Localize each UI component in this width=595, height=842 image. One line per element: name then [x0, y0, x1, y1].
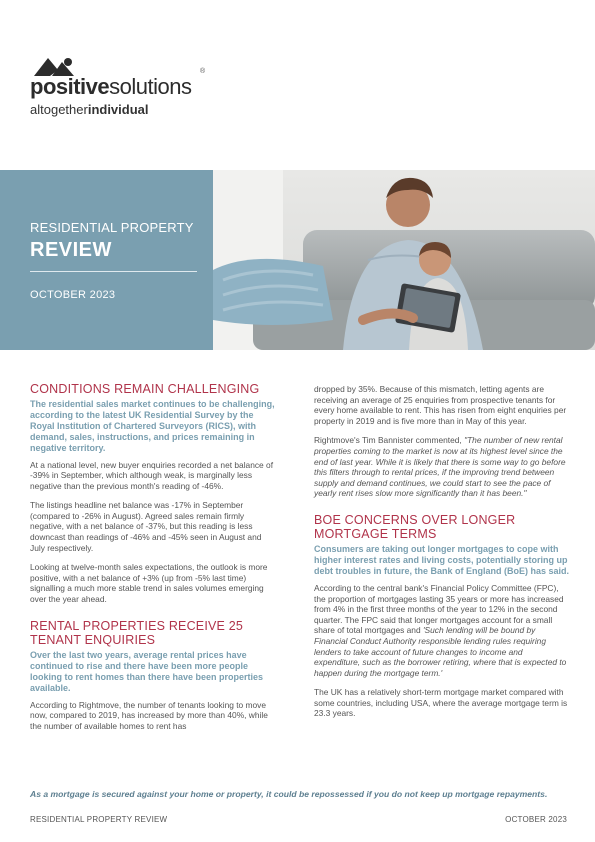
logo-tagline — [30, 102, 149, 117]
hero-date: OCTOBER 2023 — [30, 289, 116, 301]
quote-intro: Rightmove's Tim Bannister commented, — [314, 435, 465, 446]
paragraph: dropped by 35%. Because of this mismatch, letting agents are receiving an average of 25 enquiries from prospective tenants for every home available to rent. This has risen from eight enquiries per property in 2019 and is five more than in May of this year. — [314, 384, 567, 426]
paragraph: Looking at twelve-month sales expectations, the outlook is more positive, with a net balance of +3% (up from -5% last time) signalling a much more stable trend in sales volumes emerging over the year ahead. — [30, 562, 268, 605]
paragraph: According to Rightmove, the number of tenants looking to move now, compared to 2019, has increased by more than 40%, while the number of available homes to rent has — [30, 699, 268, 731]
section-heading-boe: BOE CONCERNS OVER LONGER MORTGAGE TERMS — [314, 512, 516, 542]
paragraph: The UK has a relatively short-term mortgage market compared with some countries, including USA, where the average mortgage term is 23.3 years. — [314, 687, 568, 719]
hero-banner — [0, 170, 595, 350]
section-lead-rental: Over the last two years, average rental prices have continued to rise and there have been more people looking to rent homes than there have been properties available. — [30, 649, 264, 693]
registered-mark: ® — [200, 68, 206, 75]
section-heading-conditions: CONDITIONS REMAIN CHALLENGING — [30, 382, 260, 396]
section-lead-conditions: The residential sales market continues to be challenging, according to the latest UK Residential Survey by the Royal Institution of Chartered Surveyors (RICS), with demand, sales, instructions, and prices remaining in negative territory. — [30, 398, 275, 453]
section-lead-boe: Consumers are taking out longer mortgages to cope with higher interest rates and living costs, potentially storing up debt troubles in future, the Bank of England (BoE) has said. — [314, 543, 570, 576]
logo-word-bold: positive — [30, 74, 110, 99]
hero-title: REVIEW — [30, 239, 112, 261]
hero-title-panel — [0, 170, 213, 350]
tagline-bold: individual — [87, 102, 149, 117]
right-column — [314, 384, 569, 728]
brand-logo — [30, 52, 220, 122]
quote-paragraph — [314, 435, 569, 499]
left-column — [30, 382, 276, 740]
logo-word-light: solutions — [109, 74, 192, 99]
logo-wordmark — [30, 74, 191, 100]
section-heading-rental: RENTAL PROPERTIES RECEIVE 25 TENANT ENQUIRIES — [30, 618, 244, 648]
tagline-light: altogether — [30, 102, 88, 117]
footer-date: OCTOBER 2023 — [505, 815, 567, 824]
mortgage-disclaimer: As a mortgage is secured against your home or property, it could be repossessed if you do not keep up mortgage repayments. — [30, 789, 548, 799]
paragraph — [314, 583, 569, 678]
hero-photo-father-son-tablet — [213, 170, 595, 350]
paragraph-intro: According to the central bank's Financial Policy Committee (FPC), the proportion of mortgages lasting 35 years or more has increased from 4% in the first three months of the year to 12% in the second quarter. The FPC said that longer mortgages account for a small share of total mortgages and — [314, 582, 564, 636]
footer-title: RESIDENTIAL PROPERTY REVIEW — [30, 815, 168, 824]
paragraph: At a national level, new buyer enquiries recorded a net balance of -39% in September, which although weak, is marginally less negative than the previous month's reading of -46%. — [30, 459, 274, 491]
quote-text: "The number of new rental properties coming to the market is now at its highest level since the end of last year. While it is likely that there is some way to go before this filters through to rental prices, if the improving trend between supply and demand continues, we could start to see the pace of yearly rent rises slow more significantly than it has been." — [314, 435, 566, 499]
hero-subtitle: RESIDENTIAL PROPERTY — [30, 220, 194, 235]
quote-text: 'Such lending will be bound by Financial Conduct Authority responsible lending rules requiring lenders to take account of future changes to income and expenditure, such as the borrower retiring, where that is expected to happen during the mortgage term.' — [314, 625, 567, 678]
hero-divider — [30, 271, 197, 272]
paragraph: The listings headline net balance was -17% in September (compared to -26% in August). Agreed sales remain firmly negative, with a net balance of -37%, but this reading is less downcast than readings of -46% and -45% seen in August and July respectively. — [30, 500, 262, 553]
